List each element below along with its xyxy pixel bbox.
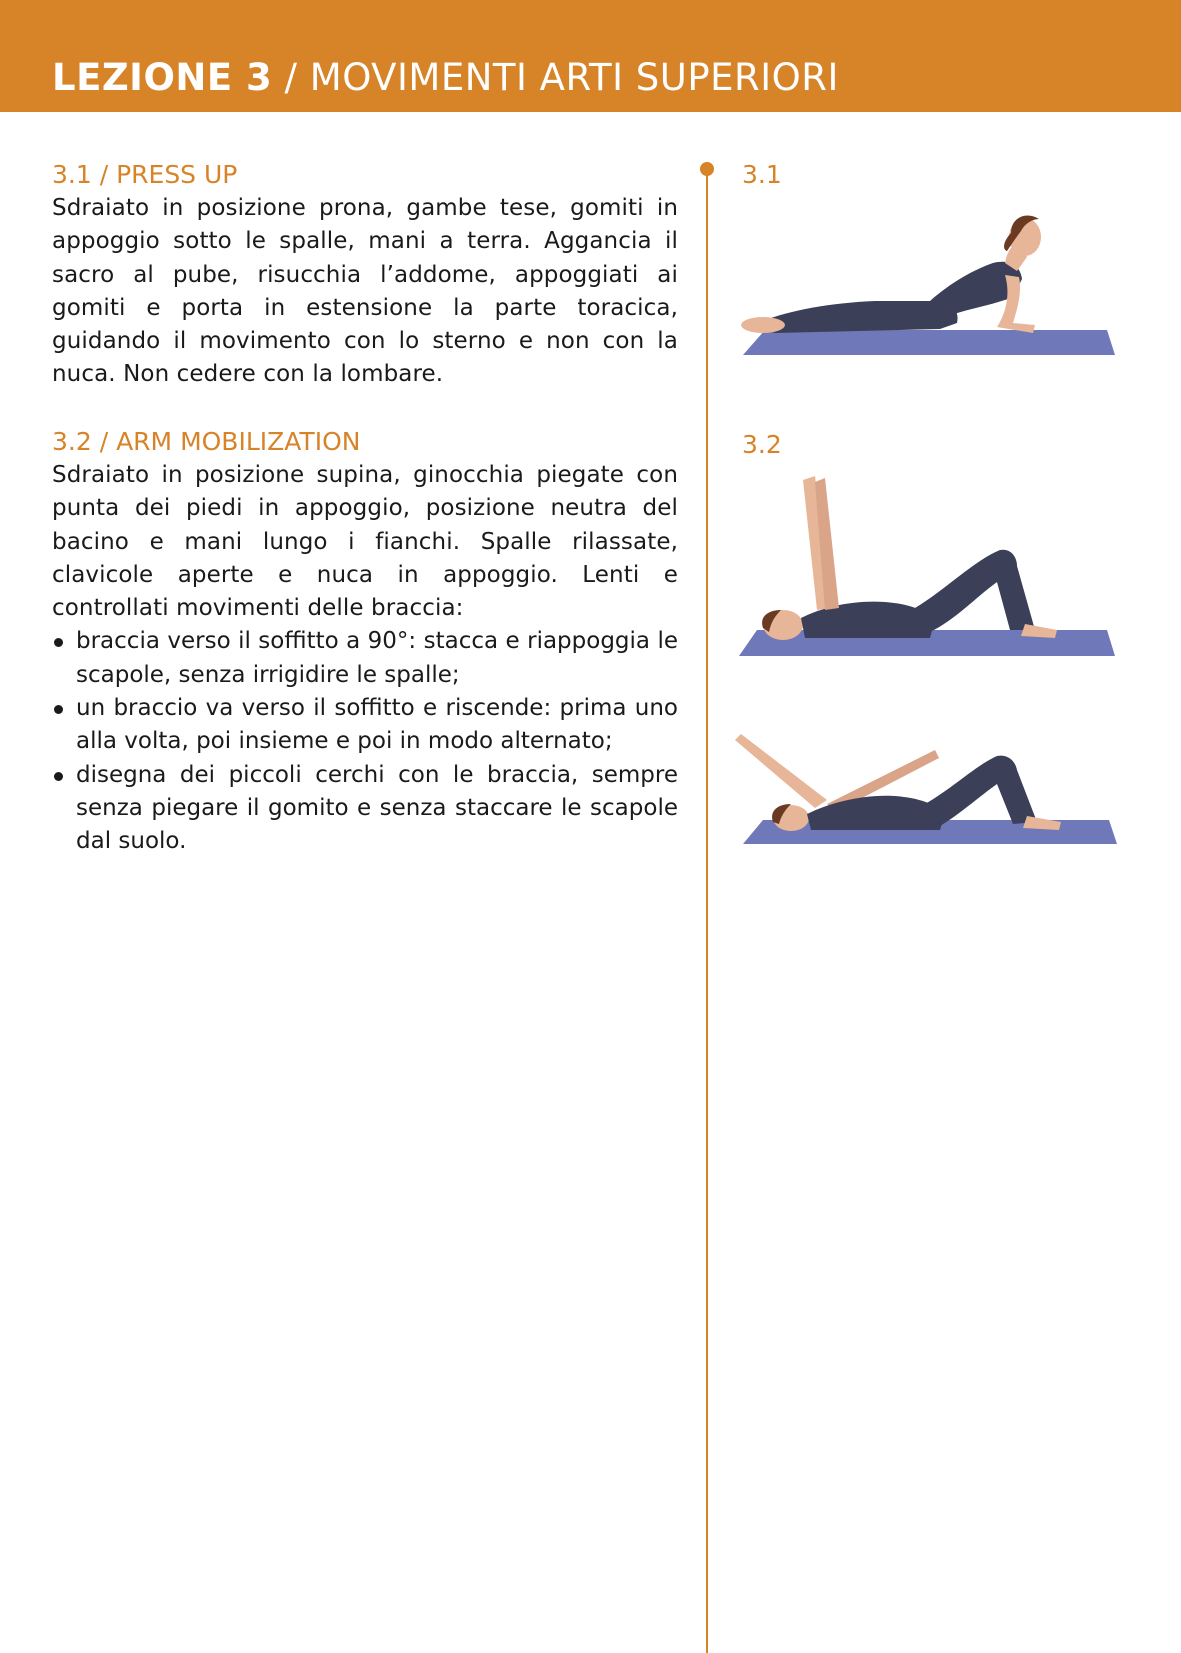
feet bbox=[1021, 624, 1057, 638]
exercise-list bbox=[52, 625, 678, 858]
section-title: 3.2 / ARM MOBILIZATION bbox=[52, 427, 361, 456]
page-title bbox=[52, 56, 839, 100]
arm-mobilization-photo-1 bbox=[735, 470, 1125, 660]
figure-label-3-1: 3.1 bbox=[742, 160, 782, 189]
timeline-dot-icon bbox=[700, 162, 714, 176]
bullet-icon bbox=[54, 638, 63, 647]
timeline-divider bbox=[706, 168, 708, 1653]
figure-label-3-2: 3.2 bbox=[742, 430, 782, 459]
torso bbox=[807, 796, 945, 830]
section-body: Sdraiato in posizione supina, ginocchia piegate con punta dei piedi in appoggio, posizione neutra del bacino e mani lungo i fianchi. Spalle rilassate, clavicole aperte e nuca in appoggio. Lenti e controllati movimenti delle braccia: bbox=[52, 462, 678, 622]
feet bbox=[1023, 816, 1061, 830]
legs bbox=[915, 550, 1035, 632]
list-item: braccia verso il soffitto a 90°: stacca e riappoggia le scapole, senza irrigidire le spalle; bbox=[52, 625, 678, 692]
title-separator: / bbox=[284, 56, 298, 99]
yoga-mat bbox=[743, 330, 1115, 355]
list-item: disegna dei piccoli cerchi con le braccia, sempre senza piegare il gomito e senza staccare le scapole dal suolo. bbox=[52, 759, 678, 859]
bullet-icon bbox=[54, 772, 63, 781]
section-title: 3.1 / PRESS UP bbox=[52, 160, 238, 189]
lesson-number: LEZIONE 3 bbox=[52, 56, 273, 99]
bullet-icon bbox=[54, 705, 63, 714]
page-header bbox=[0, 0, 1181, 112]
lesson-subject: MOVIMENTI ARTI SUPERIORI bbox=[309, 56, 839, 99]
feet bbox=[741, 317, 785, 333]
arm-mobilization-photo-2 bbox=[735, 730, 1125, 850]
list-item: un braccio va verso il soffitto e riscende: prima uno alla volta, poi insieme e poi in modo alternato; bbox=[52, 692, 678, 759]
section-arm-mobilization bbox=[52, 425, 678, 859]
legs bbox=[925, 756, 1037, 826]
section-body: Sdraiato in posizione prona, gambe tese, gomiti in appoggio sotto le spalle, mani a terra. Aggancia il sacro al pube, risucchia l’addome, appoggiati ai gomiti e porta in estensione la parte toracica, guidando il movimento con lo sterno e non con la nuca. Non cedere con la lombare. bbox=[52, 195, 678, 388]
press-up-photo bbox=[735, 205, 1125, 370]
arms bbox=[735, 734, 827, 808]
section-press-up bbox=[52, 158, 678, 392]
